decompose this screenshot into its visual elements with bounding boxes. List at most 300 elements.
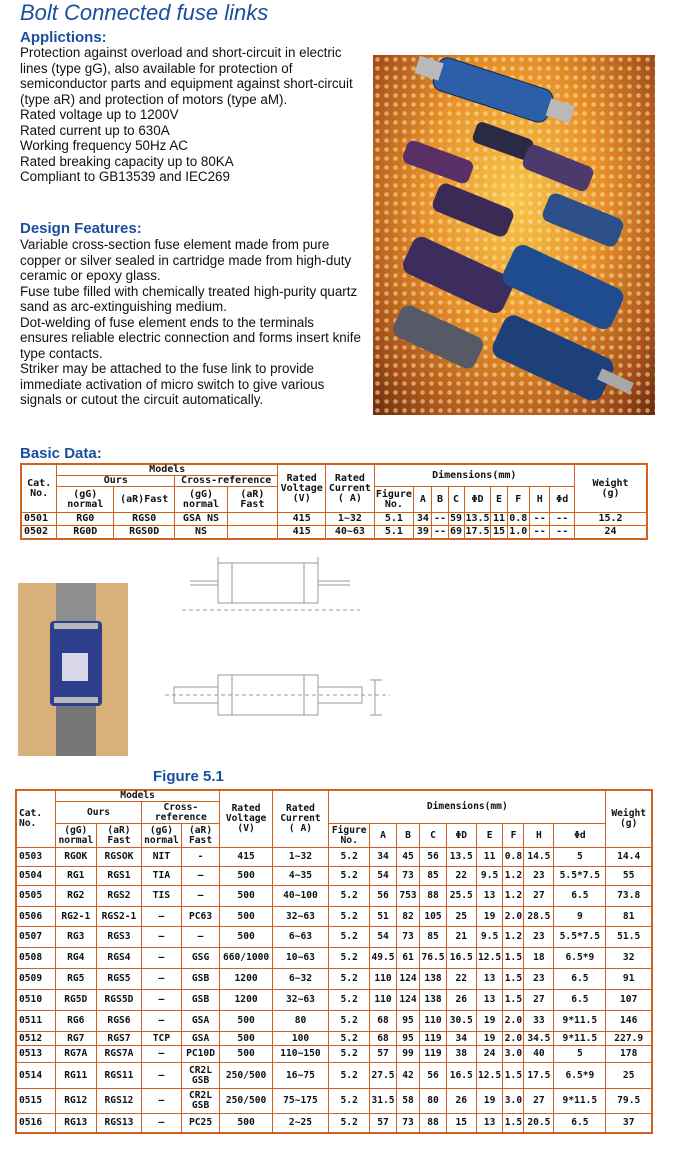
table-cell: RGS0 (114, 513, 175, 526)
table-cell: RG1 (55, 867, 96, 886)
table-cell: RG13 (55, 1114, 96, 1133)
table-cell: 40~100 (272, 886, 328, 907)
table-cell: 19 (476, 1011, 503, 1032)
header-ours: Ours (57, 476, 175, 487)
table-cell: 73 (396, 927, 419, 948)
header-cross-ar: (aR) Fast (227, 487, 277, 513)
table-cell: 12.5 (476, 1063, 503, 1089)
table-cell: 27.5 (370, 1063, 397, 1089)
header-dim: B (432, 487, 448, 513)
table-cell: 500 (220, 907, 272, 927)
table-cell: 76.5 (420, 948, 447, 969)
header-weight: Weight (g) (606, 790, 652, 848)
table-row (16, 1046, 652, 1063)
table-cell: 5.2 (329, 990, 370, 1011)
table-cell: 100 (272, 1032, 328, 1046)
table-cell: 3.0 (503, 1046, 524, 1063)
table-row (16, 907, 652, 927)
header-rated-voltage: Rated Voltage (V) (278, 464, 326, 513)
table-cell: 73 (396, 867, 419, 886)
table-cell: -- (530, 513, 550, 526)
design-line: Striker may be attached to the fuse link to provide (20, 361, 315, 376)
table-cell: RGSOK (96, 848, 141, 867)
table-cell: 107 (606, 990, 652, 1011)
table-cell: 26 (446, 990, 476, 1011)
header-dim: A (370, 824, 397, 848)
header-dim: Φd (550, 487, 575, 513)
table-cell: RGS7 (96, 1032, 141, 1046)
table-cell: 79.5 (606, 1089, 652, 1114)
table-cell: 37 (606, 1114, 652, 1133)
table-cell: — (142, 907, 181, 927)
cat-no-cell: 0502 (21, 526, 57, 539)
table-cell: RGS5D (96, 990, 141, 1011)
table-cell: 26 (446, 1089, 476, 1114)
table-cell: — (142, 1089, 181, 1114)
table-cell: 42 (396, 1063, 419, 1089)
table-cell: 138 (420, 990, 447, 1011)
table-cell: 95 (396, 1032, 419, 1046)
table-cell: RG12 (55, 1089, 96, 1114)
cat-no-cell: 0513 (16, 1046, 55, 1063)
table-cell: — (181, 867, 220, 886)
table-row (16, 969, 652, 990)
table-row (16, 948, 652, 969)
table-cell: RG3 (55, 927, 96, 948)
table-cell: 500 (220, 927, 272, 948)
header-dim: E (476, 824, 503, 848)
table-cell: 5.2 (329, 927, 370, 948)
cat-no-cell: 0508 (16, 948, 55, 969)
table-cell: 55 (606, 867, 652, 886)
table-cell: — (142, 1046, 181, 1063)
table-cell: 21 (446, 927, 476, 948)
table-cell: 85 (420, 867, 447, 886)
table-cell: 34 (370, 848, 397, 867)
table-cell: 16.5 (446, 948, 476, 969)
table-cell: 45 (396, 848, 419, 867)
table-cell: 124 (396, 969, 419, 990)
applications-line: lines (type gG), also available for protection of (20, 60, 293, 76)
table-cell: 51.5 (606, 927, 652, 948)
table-cell: RGS2-1 (96, 907, 141, 927)
table-cell: 20.5 (524, 1114, 554, 1133)
table-cell: 25.5 (446, 886, 476, 907)
table-cell: 6.5*9 (554, 948, 606, 969)
header-dim: H (530, 487, 550, 513)
applications-line: Rated current up to 630A (20, 122, 170, 138)
table-cell: 56 (370, 886, 397, 907)
table-cell: 3.0 (503, 1089, 524, 1114)
table-cell: 13 (476, 1114, 503, 1133)
cat-no-cell: 0511 (16, 1011, 55, 1032)
table-row (16, 1063, 652, 1089)
table-cell: 39 (414, 526, 432, 539)
applications-line: Rated voltage up to 1200V (20, 107, 179, 122)
design-line: ensures reliable electric connection and forms insert knife (20, 330, 361, 345)
table-cell: 1~32 (272, 848, 328, 867)
table-cell: 250/500 (220, 1063, 272, 1089)
table-cell: 30.5 (446, 1011, 476, 1032)
table-cell: 23 (524, 969, 554, 990)
table-cell: 24 (575, 526, 647, 539)
table-cell: 5.2 (329, 1046, 370, 1063)
design-heading: Design Features: (20, 220, 142, 237)
header-cross-ar: (aR) Fast (181, 824, 220, 848)
table-cell: RGS13 (96, 1114, 141, 1133)
table-cell: 16~75 (272, 1063, 328, 1089)
table-cell: GSA (181, 1011, 220, 1032)
table-cell: 11 (476, 848, 503, 867)
table-cell: 1~32 (326, 513, 374, 526)
header-dim: B (396, 824, 419, 848)
table-cell: 27 (524, 886, 554, 907)
table-cell: -- (432, 526, 448, 539)
table-cell: 227.9 (606, 1032, 652, 1046)
table-cell: 1.5 (503, 948, 524, 969)
table-cell: RGS12 (96, 1089, 141, 1114)
table-cell: 88 (420, 886, 447, 907)
basic-data-heading: Basic Data: (20, 445, 102, 462)
table-cell (227, 513, 277, 526)
table-cell: PC10D (181, 1046, 220, 1063)
table-cell: 1200 (220, 990, 272, 1011)
table-cell: 15 (446, 1114, 476, 1133)
table-cell: 33 (524, 1011, 554, 1032)
table-cell: TIS (142, 886, 181, 907)
table-cell: 6.5 (554, 1114, 606, 1133)
table-cell: RG0D (57, 526, 114, 539)
table-cell: NIT (142, 848, 181, 867)
table-cell: 124 (396, 990, 419, 1011)
design-line: ceramic or epoxy glass. (20, 268, 161, 283)
table-cell: GSA (181, 1032, 220, 1046)
table-cell: 5.2 (329, 886, 370, 907)
figure-caption: Figure 5.1 (153, 768, 224, 785)
header-crossref: Cross- reference (142, 802, 220, 824)
table-cell: 110 (370, 969, 397, 990)
table-cell: RGS7A (96, 1046, 141, 1063)
table-cell: 105 (420, 907, 447, 927)
table-cell: 500 (220, 1011, 272, 1032)
table-cell: NS (175, 526, 228, 539)
table-cell: 19 (476, 1089, 503, 1114)
table-cell: 5 (554, 848, 606, 867)
table-cell: 12.5 (476, 948, 503, 969)
table-cell: 10~63 (272, 948, 328, 969)
table-cell: 1.5 (503, 1114, 524, 1133)
table-cell: GSB (181, 969, 220, 990)
table-cell: 13.5 (446, 848, 476, 867)
table-cell: 5.2 (329, 867, 370, 886)
table-cell: 753 (396, 886, 419, 907)
table-cell: 146 (606, 1011, 652, 1032)
header-dim: F (503, 824, 524, 848)
header-gg: (gG) normal (57, 487, 114, 513)
table-cell: 54 (370, 927, 397, 948)
table-cell: 80 (272, 1011, 328, 1032)
table-cell: 58 (396, 1089, 419, 1114)
table-cell: RGS11 (96, 1063, 141, 1089)
table-cell: 19 (476, 907, 503, 927)
table-cell: 13 (476, 886, 503, 907)
table-cell: 40~63 (326, 526, 374, 539)
table-cell (227, 526, 277, 539)
table-cell: 5.2 (329, 969, 370, 990)
table-cell: PC25 (181, 1114, 220, 1133)
applications-line: semiconductor parts and equipment against short-circuit (20, 76, 353, 91)
table-cell: 5.2 (329, 907, 370, 927)
table-cell: 15 (491, 526, 507, 539)
header-dim: H (524, 824, 554, 848)
table-cell: 138 (420, 969, 447, 990)
table-row (16, 1011, 652, 1032)
table-cell: 6~32 (272, 969, 328, 990)
applications-line: Rated breaking capacity up to 80KA (20, 153, 234, 169)
table-cell: 5.5*7.5 (554, 867, 606, 886)
header-rated-current: Rated Current ( A) (272, 790, 328, 848)
header-ar: (aR) Fast (96, 824, 141, 848)
table-cell: 57 (370, 1114, 397, 1133)
table-cell: RG5D (55, 990, 96, 1011)
table-cell: 54 (370, 867, 397, 886)
table-cell: 11 (491, 513, 507, 526)
table-cell: 57 (370, 1046, 397, 1063)
header-cross-gg: (gG) normal (175, 487, 228, 513)
cat-no-cell: 0510 (16, 990, 55, 1011)
table-cell: 27 (524, 990, 554, 1011)
table-cell: 6.5 (554, 886, 606, 907)
header-dim: C (420, 824, 447, 848)
cat-no-cell: 0506 (16, 907, 55, 927)
table-row (21, 513, 647, 526)
table-cell: 9 (554, 907, 606, 927)
table-cell: RG5 (55, 969, 96, 990)
table-cell: 56 (420, 1063, 447, 1089)
header-dimensions: Dimensions(mm) (374, 464, 575, 487)
cat-no-cell: 0509 (16, 969, 55, 990)
table-cell: 19 (476, 1032, 503, 1046)
table-cell: 6.5 (554, 969, 606, 990)
table-cell: RG2 (55, 886, 96, 907)
applications-line: (type aR) and protection of motors (type aM). (20, 91, 288, 107)
table-cell: 38 (446, 1046, 476, 1063)
table-cell: 99 (396, 1046, 419, 1063)
table-cell: 5.2 (329, 848, 370, 867)
table-cell: 415 (220, 848, 272, 867)
header-dim: A (414, 487, 432, 513)
table-cell: 22 (446, 969, 476, 990)
table-cell: 75~175 (272, 1089, 328, 1114)
table-cell: -- (432, 513, 448, 526)
models-table (15, 789, 653, 1134)
cat-no-cell: 0512 (16, 1032, 55, 1046)
table-cell: 5.2 (329, 1114, 370, 1133)
table-cell: 22 (446, 867, 476, 886)
table-cell: 69 (448, 526, 464, 539)
design-line: Dot-welding of fuse element ends to the terminals (20, 314, 315, 330)
table-cell: RG2-1 (55, 907, 96, 927)
table-row (16, 886, 652, 907)
table-cell: -- (550, 513, 575, 526)
table-cell: 13.5 (465, 513, 490, 524)
table-cell: 9*11.5 (554, 1032, 606, 1046)
header-rated-voltage: Rated Voltage (V) (220, 790, 272, 848)
table-cell: GSA NS (175, 513, 228, 526)
table-cell: 0.8 (503, 848, 524, 867)
table-cell: 56 (420, 848, 447, 867)
table-cell: 1.0 (507, 526, 530, 539)
table-cell: 1.2 (503, 867, 524, 886)
table-cell: 5.1 (374, 513, 414, 526)
table-cell: 88 (420, 1114, 447, 1133)
basic-data-table (20, 463, 648, 540)
header-gg: (gG) normal (55, 824, 96, 848)
cat-no-cell: 0501 (21, 513, 57, 526)
table-cell: 23 (524, 927, 554, 948)
table-cell: 6.5*9 (554, 1063, 606, 1089)
table-cell: 5.2 (329, 1032, 370, 1046)
table-cell: -- (550, 526, 575, 539)
header-dim: ΦD (446, 824, 476, 848)
design-line: Variable cross-section fuse element made from pure (20, 237, 330, 252)
table-cell: 1200 (220, 969, 272, 990)
table-cell: 51 (370, 907, 397, 927)
table-cell: RG6 (55, 1011, 96, 1032)
table-cell: 24 (476, 1046, 503, 1063)
table-cell: 32~63 (272, 907, 328, 927)
table-cell: — (142, 969, 181, 990)
table-row (16, 1032, 652, 1046)
table-cell: 2.0 (503, 907, 524, 927)
table-cell: RGS2 (96, 886, 141, 907)
applications-text (20, 45, 353, 185)
table-cell: — (142, 1011, 181, 1032)
applications-line: Working frequency 50Hz AC (20, 138, 188, 153)
table-cell: 4~35 (272, 867, 328, 886)
table-cell: 250/500 (220, 1089, 272, 1114)
table-cell: RG7A (55, 1046, 96, 1063)
table-cell: 500 (220, 1032, 272, 1046)
table-row (16, 1114, 652, 1133)
header-dimensions: Dimensions(mm) (329, 790, 606, 824)
table-cell: 0.8 (507, 513, 530, 526)
table-cell: RGS6 (96, 1011, 141, 1032)
table-cell: 81 (606, 907, 652, 927)
table-cell: 9*11.5 (554, 1011, 606, 1032)
cat-no-cell: 0514 (16, 1063, 55, 1089)
table-cell: RG0 (57, 513, 114, 526)
header-models: Models (57, 464, 278, 476)
design-line: Fuse tube filled with chemically treated high-purity quartz (20, 283, 358, 299)
cat-no-cell: 0507 (16, 927, 55, 948)
header-dim: F (507, 487, 530, 513)
table-cell: 73.8 (606, 886, 652, 907)
table-cell: 27 (524, 1089, 554, 1114)
table-cell: 660/1000 (220, 948, 272, 969)
table-cell: 61 (396, 948, 419, 969)
header-rated-current: Rated Current ( A) (326, 464, 374, 513)
table-cell: RGS4 (96, 948, 141, 969)
table-cell: 2~25 (272, 1114, 328, 1133)
fuse-links-photo (373, 55, 655, 415)
table-cell: 5.2 (329, 1011, 370, 1032)
table-cell: 9.5 (476, 927, 503, 948)
table-cell: RGS0D (114, 526, 175, 539)
cat-no-cell: 0504 (16, 867, 55, 886)
table-cell: GSG (181, 948, 220, 969)
table-cell: — (181, 886, 220, 907)
table-cell: 415 (278, 513, 326, 526)
header-figure: Figure No. (374, 487, 414, 513)
table-row (16, 867, 652, 886)
design-line: sand as arc-extinguishing medium. (20, 299, 227, 314)
header-dim: Φd (554, 824, 606, 848)
table-cell: GSB (181, 990, 220, 1011)
table-cell: 13 (476, 990, 503, 1011)
design-line: signals or cutout the circuit automatically. (20, 392, 264, 407)
table-cell: 14.5 (524, 848, 554, 867)
table-cell: 68 (370, 1032, 397, 1046)
table-cell: -- (530, 526, 550, 539)
cat-no-cell: 0516 (16, 1114, 55, 1133)
table-cell: 68 (370, 1011, 397, 1032)
header-cat: Cat. No. (21, 464, 57, 513)
table-row (21, 526, 647, 539)
table-cell: PC63 (181, 907, 220, 927)
table-cell: 9.5 (476, 867, 503, 886)
table-cell: TCP (142, 1032, 181, 1046)
header-arfast: (aR)Fast (114, 487, 175, 513)
table-cell: RGS1 (96, 867, 141, 886)
table-cell: 95 (396, 1011, 419, 1032)
design-line: type contacts. (20, 345, 103, 361)
table-cell: 73 (396, 1114, 419, 1133)
table-cell: 2.0 (503, 1011, 524, 1032)
table-cell: — (142, 948, 181, 969)
table-cell: 1.5 (503, 969, 524, 990)
table-cell: 500 (220, 1114, 272, 1133)
table-cell: 5.5*7.5 (554, 927, 606, 948)
table-cell: 6~63 (272, 927, 328, 948)
table-row (16, 1089, 652, 1114)
table-cell: 16.5 (446, 1063, 476, 1089)
table-cell: 32~63 (272, 990, 328, 1011)
table-cell: 119 (420, 1046, 447, 1063)
table-cell: — (181, 927, 220, 948)
table-cell: 80 (420, 1089, 447, 1114)
table-cell: 2.0 (504, 1032, 523, 1044)
header-dim: ΦD (464, 487, 491, 513)
cat-no-cell: 0503 (16, 848, 55, 867)
design-text (20, 237, 361, 408)
table-cell: 1.2 (503, 886, 524, 907)
table-cell: 9*11.5 (554, 1089, 606, 1114)
table-cell: RGOK (55, 848, 96, 867)
table-cell: RG4 (55, 948, 96, 969)
table-cell: 5.1 (374, 526, 414, 539)
header-dim: C (448, 487, 464, 513)
table-cell: 34 (446, 1032, 476, 1046)
table-cell: 1.5 (503, 1063, 524, 1089)
table-cell: — (142, 1114, 181, 1133)
header-ours: Ours (55, 802, 141, 824)
table-cell: 500 (220, 1046, 272, 1063)
table-cell: 5.2 (329, 1063, 370, 1089)
table-cell: 28.5 (524, 907, 554, 927)
fuse-dimension-drawing (160, 555, 400, 730)
table-cell: 17.5 (524, 1063, 554, 1089)
